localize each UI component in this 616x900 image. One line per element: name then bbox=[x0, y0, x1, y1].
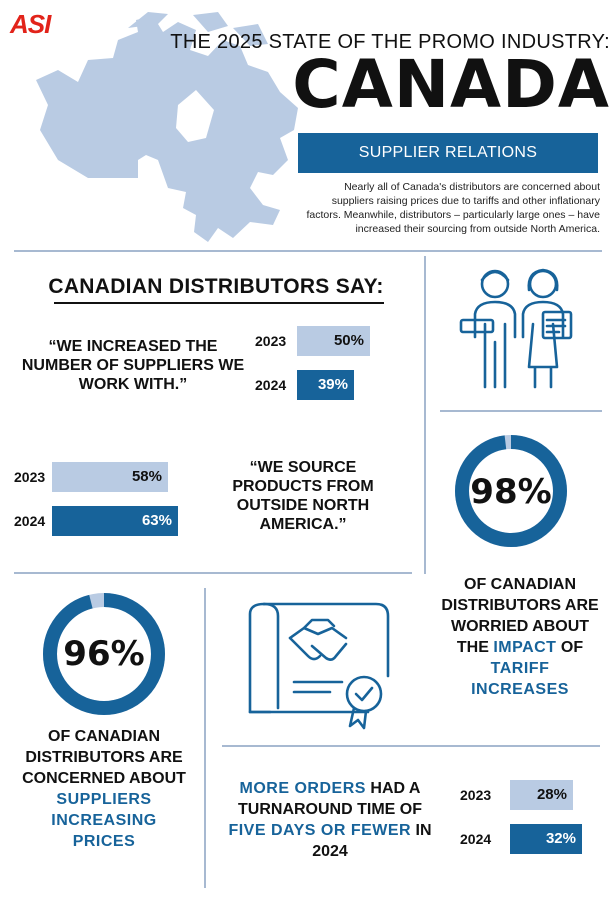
suppliers-bar-chart bbox=[255, 326, 415, 406]
tariff-stat bbox=[440, 574, 600, 700]
bar-2023 bbox=[297, 326, 370, 356]
divider bbox=[440, 410, 602, 412]
bar-value-label: 32% bbox=[545, 830, 576, 847]
bar-year-label: 2023 bbox=[14, 469, 46, 485]
tariff-percent: 98% bbox=[470, 472, 552, 512]
divider bbox=[424, 256, 426, 574]
bar-year-label: 2024 bbox=[14, 513, 46, 529]
divider bbox=[222, 745, 600, 747]
turnaround-highlight-orders: MORE ORDERS bbox=[239, 780, 366, 797]
turnaround-highlight-days: FIVE DAYS OR FEWER bbox=[228, 822, 412, 839]
section-title: CANADIAN DISTRIBUTORS SAY: bbox=[48, 275, 384, 298]
bar-value-label: 50% bbox=[333, 332, 364, 349]
section-banner: SUPPLIER RELATIONS bbox=[298, 133, 598, 173]
turnaround-text-2: IN 2024 bbox=[312, 822, 432, 860]
tariff-highlight-impact: IMPACT bbox=[493, 639, 557, 656]
turnaround-text-1: HAD A TURNAROUND TIME OF bbox=[238, 780, 422, 818]
bar-value-label: 58% bbox=[131, 468, 162, 485]
intro-text: Nearly all of Canada's distributors are concerned about suppliers raising prices due to tariffs and other inflationary factors. Meanwhile, distributors – particularly large ones – have increased their sourcing from outside North America. bbox=[306, 181, 600, 235]
bar-2023 bbox=[52, 462, 168, 492]
divider bbox=[14, 250, 602, 252]
contract-handshake-icon bbox=[246, 590, 402, 730]
asi-logo: ASI bbox=[10, 9, 51, 39]
prices-stat bbox=[20, 726, 188, 852]
bar-year-label: 2024 bbox=[255, 377, 287, 393]
bar-value-label: 63% bbox=[141, 512, 172, 529]
headline: THE 2025 STATE OF THE PROMO INDUSTRY: bbox=[170, 31, 610, 53]
bar-value-label: 28% bbox=[536, 786, 567, 803]
title-underline bbox=[54, 302, 384, 304]
country-title: CANADA bbox=[292, 46, 610, 123]
divider bbox=[204, 588, 206, 888]
bar-2024 bbox=[52, 506, 178, 536]
tariff-stat-lead: OF CANADIAN DISTRIBUTORS ARE WORRIED ABOUT THE bbox=[441, 576, 599, 656]
quote-suppliers: “WE INCREASED THE NUMBER OF SUPPLIERS WE WORK WITH.” bbox=[21, 338, 245, 393]
sourcing-bar-chart bbox=[14, 462, 194, 542]
tariff-highlight-increases: TARIFF INCREASES bbox=[471, 660, 569, 698]
turnaround-stat bbox=[226, 778, 434, 862]
turnaround-bar-chart bbox=[460, 780, 610, 860]
people-icon bbox=[455, 262, 585, 392]
divider bbox=[14, 572, 412, 574]
bar-2024 bbox=[510, 824, 582, 854]
bar-year-label: 2023 bbox=[255, 333, 287, 349]
prices-highlight: SUPPLIERS INCREASING PRICES bbox=[51, 791, 157, 850]
bar-year-label: 2024 bbox=[460, 831, 492, 847]
bar-year-label: 2023 bbox=[460, 787, 492, 803]
quote-sourcing: “WE SOURCE PRODUCTS FROM OUTSIDE NORTH AMERICA.” bbox=[232, 459, 374, 533]
prices-percent: 96% bbox=[63, 634, 145, 674]
tariff-stat-of: OF bbox=[560, 639, 584, 656]
prices-stat-lead: OF CANADIAN DISTRIBUTORS ARE CONCERNED ABOUT bbox=[22, 728, 186, 787]
bar-2024 bbox=[297, 370, 354, 400]
bar-2023 bbox=[510, 780, 573, 810]
bar-value-label: 39% bbox=[317, 376, 348, 393]
